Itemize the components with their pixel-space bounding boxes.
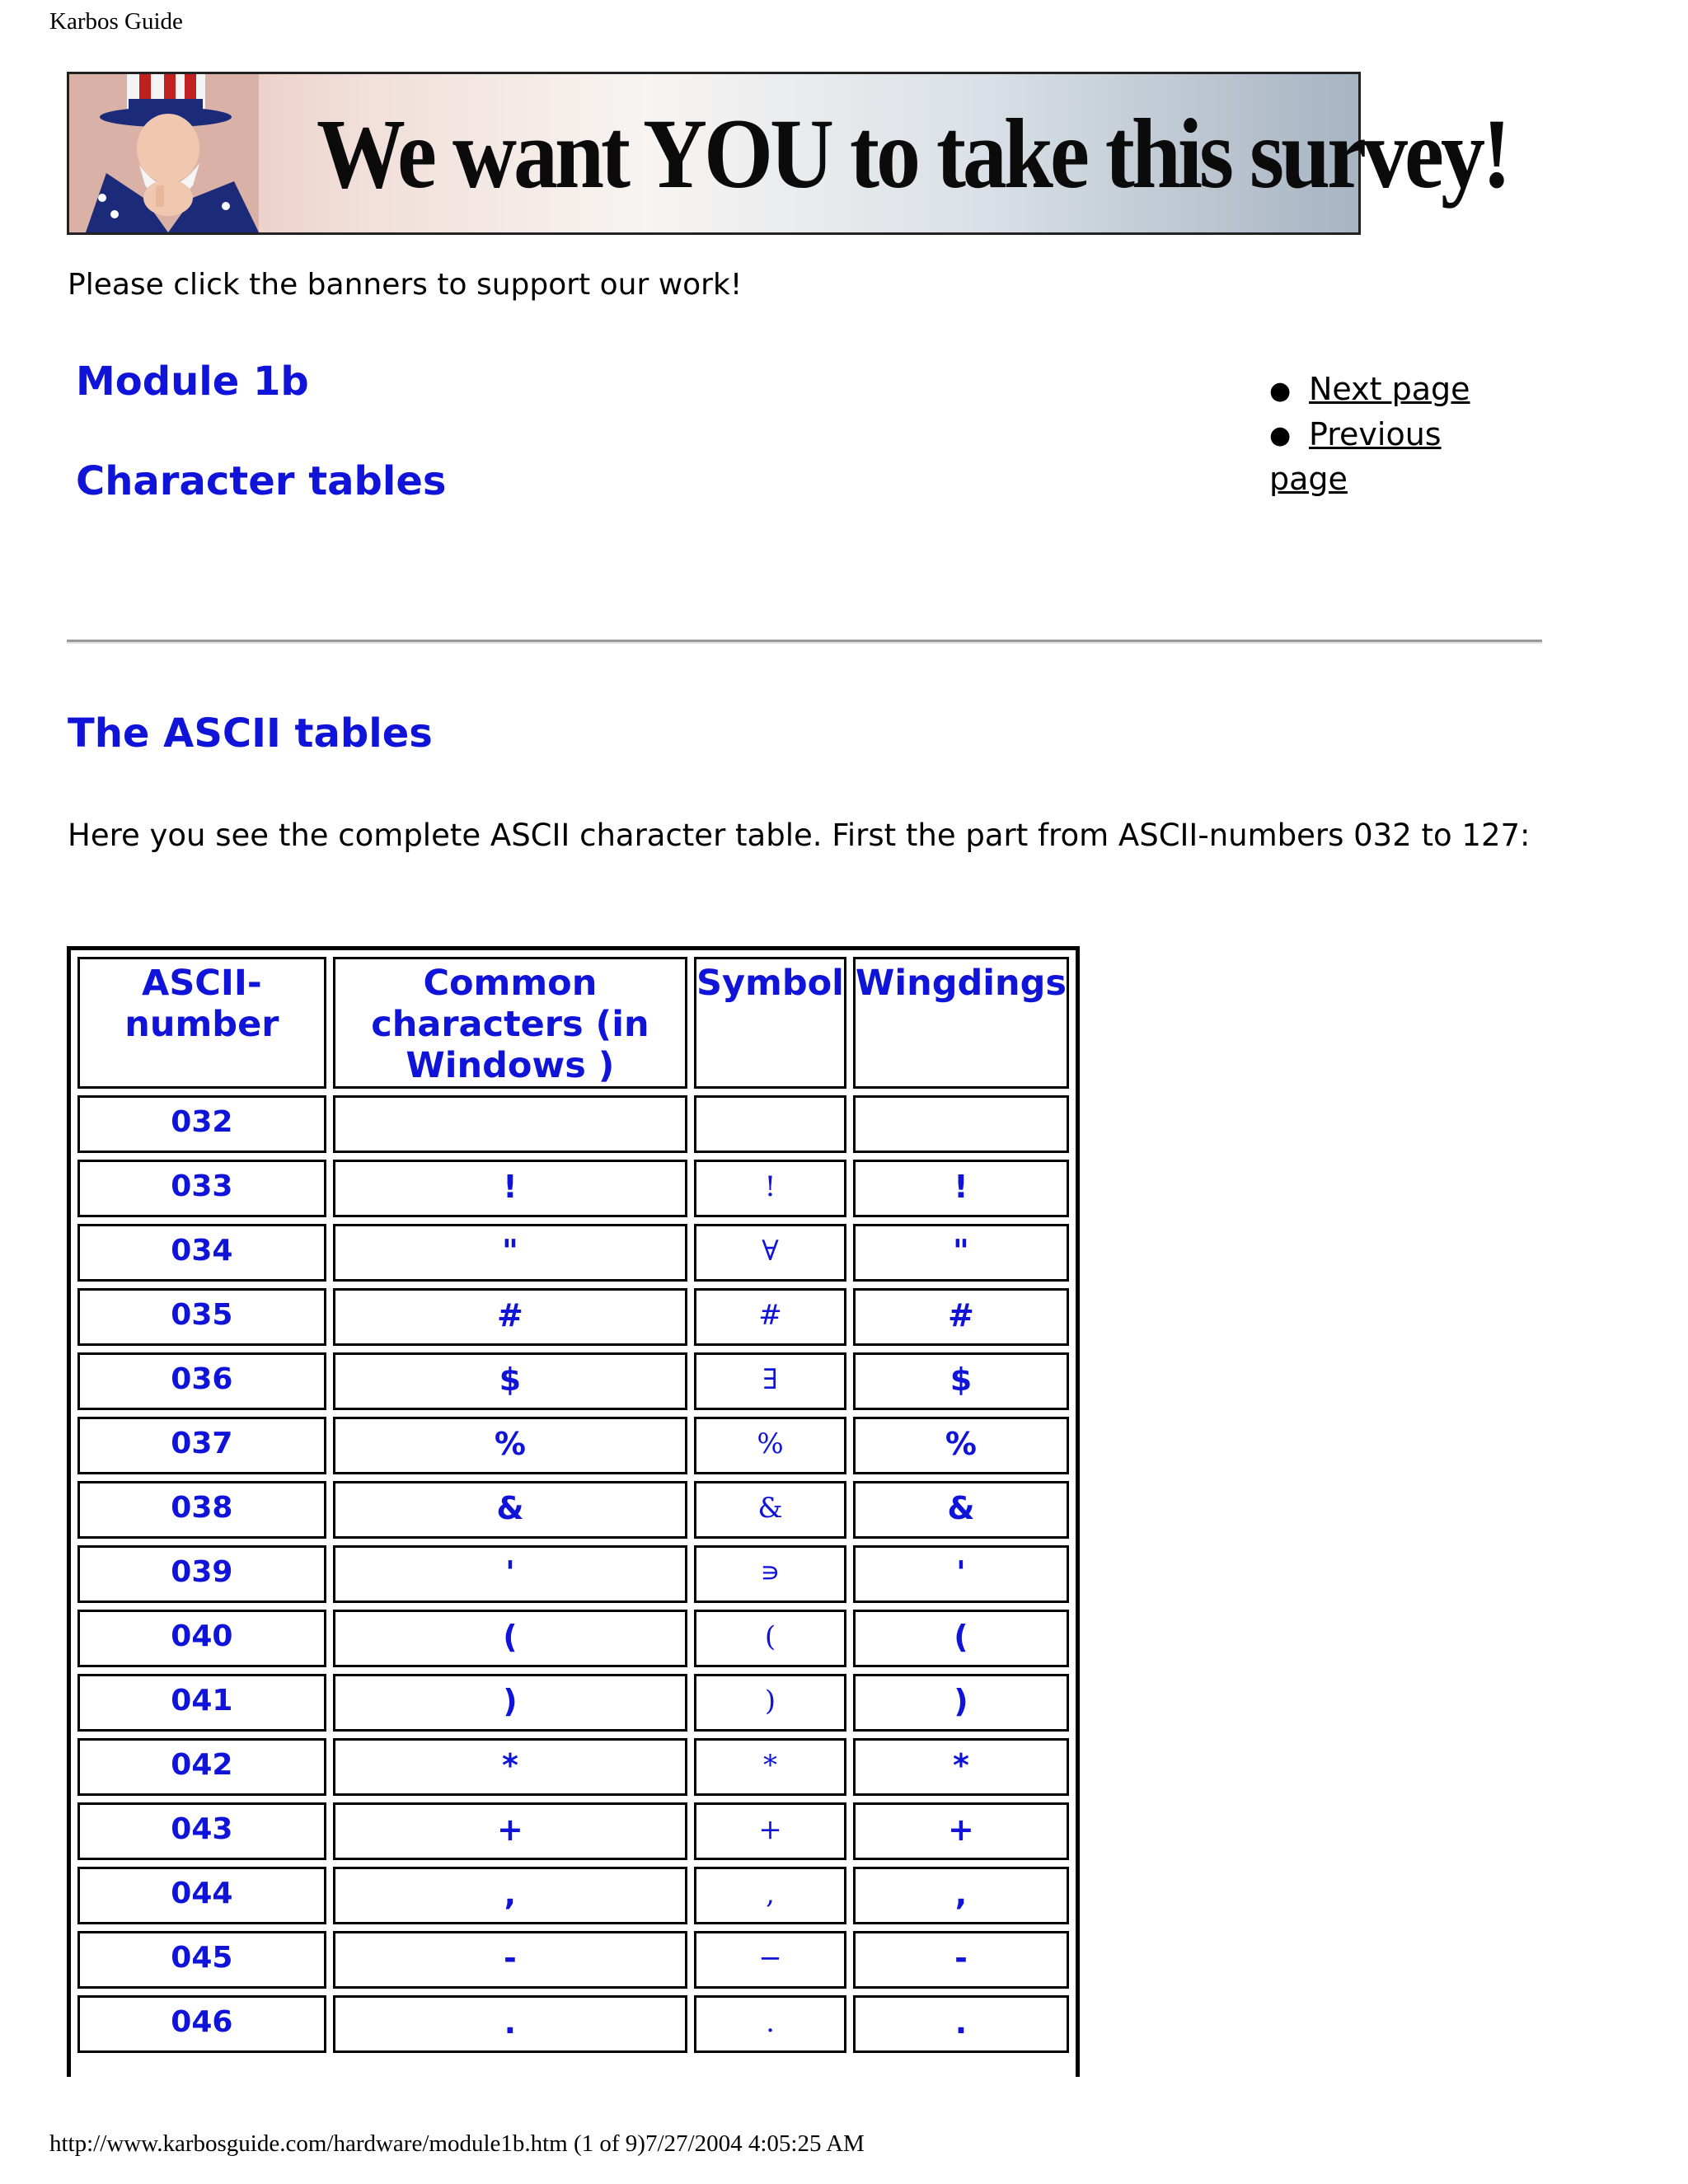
cell-ascii-number: 035 (77, 1288, 326, 1346)
cell-wingdings: * (853, 1738, 1069, 1796)
table-row (77, 1738, 1069, 1796)
cell-common-character: # (333, 1288, 687, 1346)
table-row (77, 1224, 1069, 1282)
cell-symbol: ∃ (694, 1352, 846, 1410)
cell-symbol: ∀ (694, 1224, 846, 1282)
table-row (77, 1802, 1069, 1860)
cell-wingdings (853, 1095, 1069, 1153)
cell-wingdings: , (853, 1867, 1069, 1924)
uncle-sam-icon (69, 74, 259, 232)
table-row (77, 1995, 1069, 2053)
intro-paragraph: Here you see the complete ASCII character table. First the part from ASCII-numbers 032 to 127: (68, 818, 1531, 853)
cell-symbol (694, 1095, 846, 1153)
table-row (77, 1481, 1069, 1539)
cell-common-character: " (333, 1224, 687, 1282)
column-header-common-characters: Common characters (in Windows ) (333, 957, 687, 1089)
cell-common-character: ) (333, 1674, 687, 1732)
cell-wingdings: ' (853, 1545, 1069, 1603)
column-header-symbol: Symbol (694, 957, 846, 1089)
cell-ascii-number: 043 (77, 1802, 326, 1860)
cell-symbol: ! (694, 1160, 846, 1217)
module-title: Module 1b (76, 359, 309, 405)
next-page-link[interactable]: Next page (1309, 371, 1470, 407)
cell-symbol: , (694, 1867, 846, 1924)
cell-symbol: % (694, 1417, 846, 1474)
table-row (77, 1610, 1069, 1667)
bullet-icon: ● (1269, 421, 1292, 450)
cell-common-character (333, 1095, 687, 1153)
cell-ascii-number: 044 (77, 1867, 326, 1924)
cell-common-character: % (333, 1417, 687, 1474)
banner-text: We want YOU to take this survey! (316, 99, 1508, 210)
table-row (77, 1867, 1069, 1924)
table-row (77, 1352, 1069, 1410)
table-row (77, 1674, 1069, 1732)
horizontal-divider (67, 640, 1542, 644)
cell-ascii-number: 040 (77, 1610, 326, 1667)
cell-common-character: * (333, 1738, 687, 1796)
cell-ascii-number: 033 (77, 1160, 326, 1217)
cell-wingdings: - (853, 1931, 1069, 1989)
page-navigation (1269, 368, 1500, 500)
cell-common-character: $ (333, 1352, 687, 1410)
cell-common-character: . (333, 1995, 687, 2053)
previous-page-link[interactable]: Previous page (1269, 415, 1442, 497)
cell-wingdings: " (853, 1224, 1069, 1282)
ascii-table (71, 950, 1076, 2060)
cell-common-character: - (333, 1931, 687, 1989)
table-row (77, 1095, 1069, 1153)
cell-symbol: + (694, 1802, 846, 1860)
module-subtitle: Character tables (76, 458, 447, 504)
section-title: The ASCII tables (68, 710, 433, 757)
survey-banner[interactable] (67, 72, 1508, 235)
cell-symbol: ) (694, 1674, 846, 1732)
cell-common-character: ! (333, 1160, 687, 1217)
table-row (77, 1545, 1069, 1603)
cell-wingdings: . (853, 1995, 1069, 2053)
table-row (77, 1931, 1069, 1989)
column-header-ascii-number: ASCII-number (77, 957, 326, 1089)
cell-wingdings: % (853, 1417, 1069, 1474)
cell-ascii-number: 038 (77, 1481, 326, 1539)
cell-common-character: , (333, 1867, 687, 1924)
cell-symbol: * (694, 1738, 846, 1796)
cell-wingdings: ) (853, 1674, 1069, 1732)
cell-wingdings: ! (853, 1160, 1069, 1217)
cell-wingdings: & (853, 1481, 1069, 1539)
cell-symbol: − (694, 1931, 846, 1989)
cell-wingdings: + (853, 1802, 1069, 1860)
cell-ascii-number: 042 (77, 1738, 326, 1796)
cell-ascii-number: 032 (77, 1095, 326, 1153)
cell-ascii-number: 039 (77, 1545, 326, 1603)
column-header-wingdings: Wingdings (853, 957, 1069, 1089)
table-header-row (77, 957, 1069, 1089)
cell-symbol: ( (694, 1610, 846, 1667)
cell-common-character: + (333, 1802, 687, 1860)
cell-symbol: # (694, 1288, 846, 1346)
page-header-title: Karbos Guide (49, 8, 183, 35)
cell-symbol: ∍ (694, 1545, 846, 1603)
table-row (77, 1160, 1069, 1217)
ascii-table-frame (67, 946, 1080, 2077)
support-text: Please click the banners to support our work! (68, 268, 743, 302)
cell-ascii-number: 037 (77, 1417, 326, 1474)
cell-symbol: . (694, 1995, 846, 2053)
cell-common-character: ( (333, 1610, 687, 1667)
cell-wingdings: # (853, 1288, 1069, 1346)
cell-ascii-number: 046 (77, 1995, 326, 2053)
cell-ascii-number: 045 (77, 1931, 326, 1989)
table-row (77, 1417, 1069, 1474)
cell-common-character: & (333, 1481, 687, 1539)
cell-wingdings: ( (853, 1610, 1069, 1667)
page-footer-url: http://www.karbosguide.com/hardware/module1b.htm (1 of 9)7/27/2004 4:05:25 AM (49, 2130, 865, 2157)
cell-ascii-number: 036 (77, 1352, 326, 1410)
table-row (77, 1288, 1069, 1346)
cell-wingdings: $ (853, 1352, 1069, 1410)
bullet-icon: ● (1269, 376, 1292, 405)
cell-ascii-number: 041 (77, 1674, 326, 1732)
cell-ascii-number: 034 (77, 1224, 326, 1282)
cell-common-character: ' (333, 1545, 687, 1603)
cell-symbol: & (694, 1481, 846, 1539)
